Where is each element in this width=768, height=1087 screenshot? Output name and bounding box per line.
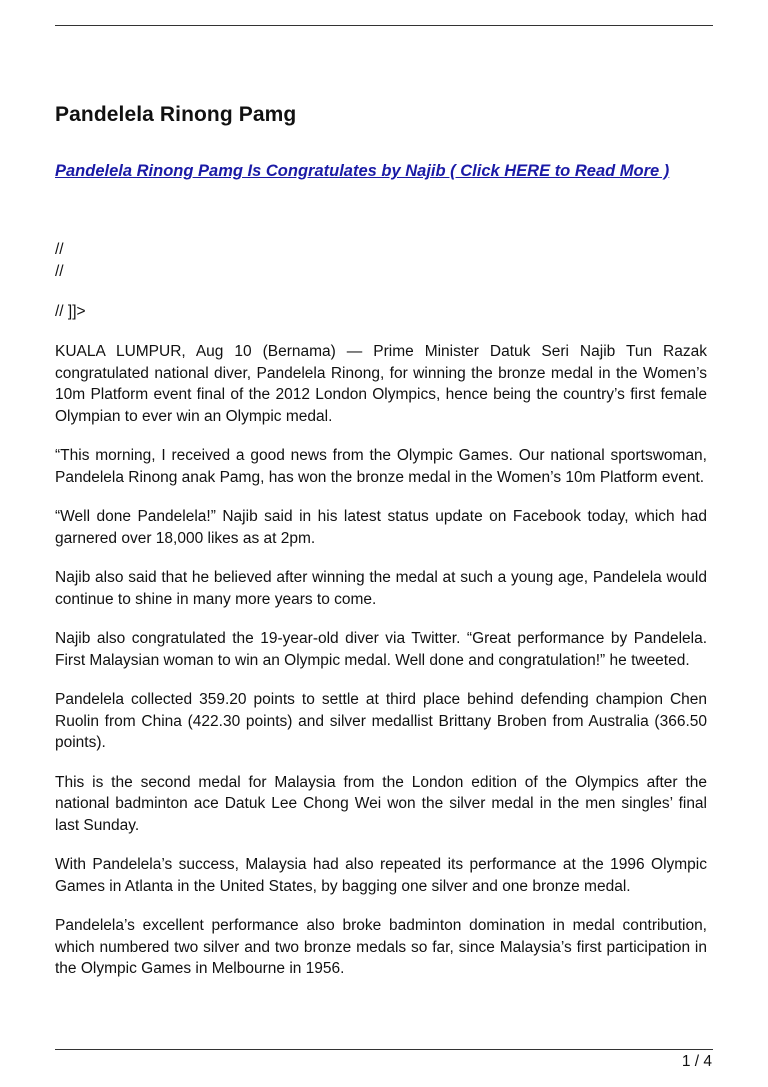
article-paragraph: This is the second medal for Malaysia from the London edition of the Olympics after the national badminton ace Datuk Lee Chong Wei won the silver medal in the men singles’ final last Sunday.: [55, 773, 707, 834]
code-line: //: [55, 241, 64, 258]
article-paragraph: “Well done Pandelela!” Najib said in his latest status update on Facebook today, which had garnered over 18,000 likes as at 2pm.: [55, 508, 707, 547]
footer-rule: [55, 1049, 713, 1050]
article-paragraph: Najib also congratulated the 19-year-old diver via Twitter. “Great performance by Pandelela. First Malaysian woman to win an Olympic medal. Well done and congratulation!” he tweeted.: [55, 630, 707, 669]
read-more-link[interactable]: Pandelela Rinong Pamg Is Congratulates by Najib ( Click HERE to Read More ): [55, 162, 670, 180]
document-body: [55, 102, 707, 980]
article-paragraph: KUALA LUMPUR, Aug 10 (Bernama) — Prime Minister Datuk Seri Najib Tun Razak congratulated national diver, Pandelela Rinong, for winning the bronze medal in the Women’s 10m Platform event final of the 2012 London Olympics, hence being the country’s first female Olympian to ever win an Olympic medal.: [55, 343, 707, 425]
article-paragraph: Pandelela’s excellent performance also broke badminton domination in medal contribution, which numbered two silver and two bronze medals so far, since Malaysia’s first participation in the Olympic Games in Melbourne in 1956.: [55, 917, 707, 977]
article-paragraph: With Pandelela’s success, Malaysia had also repeated its performance at the 1996 Olympic Games in Atlanta in the United States, by bagging one silver and one bronze medal.: [55, 856, 707, 895]
code-line: //: [55, 263, 64, 280]
code-line: // ]]>: [55, 303, 86, 320]
header-rule: [55, 25, 713, 26]
article-paragraph: “This morning, I received a good news from the Olympic Games. Our national sportswoman, Pandelela Rinong anak Pamg, has won the bronze medal in the Women’s 10m Platform event.: [55, 447, 707, 486]
page-title: Pandelela Rinong Pamg: [55, 103, 297, 126]
article-paragraph: Pandelela collected 359.20 points to settle at third place behind defending champion Chen Ruolin from China (422.30 points) and silver medallist Brittany Broben from Australia (366.50 points).: [55, 691, 707, 751]
page-number: 1 / 4: [681, 1053, 712, 1070]
article-paragraph: Najib also said that he believed after winning the medal at such a young age, Pandelela would continue to shine in many more years to come.: [55, 569, 707, 608]
